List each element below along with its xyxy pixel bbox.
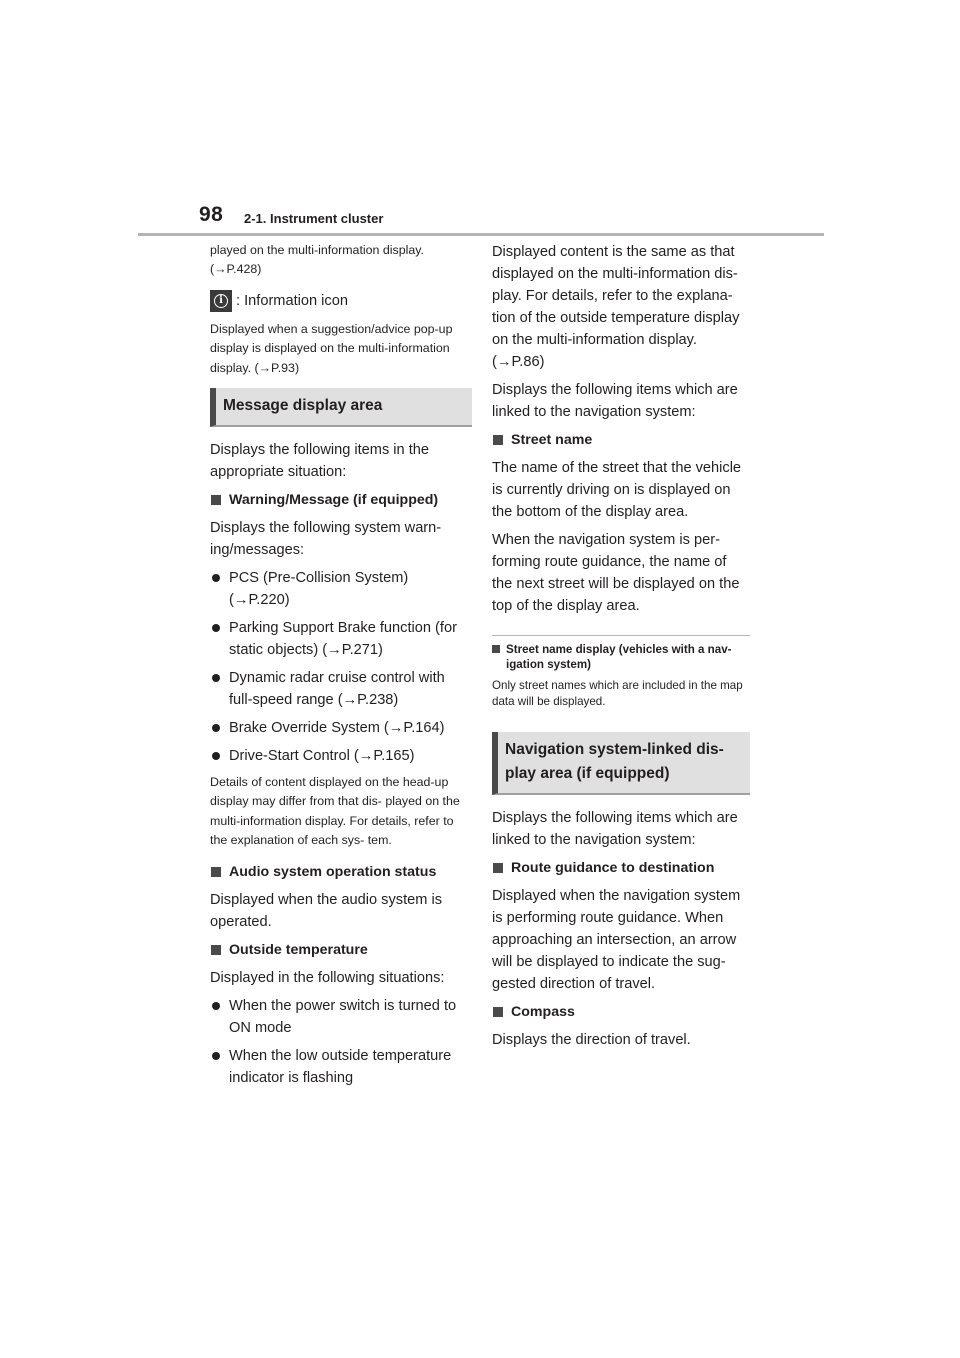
outside-temp-detail: Displayed content is the same as that displayed on the multi-information dis- play. For details, refer to the explana- tion of the outside temperature display on the multi-information display. (→P.86) [492, 244, 740, 370]
message-display-heading: Message display area [210, 388, 472, 427]
nav-items-intro: Displays the following items which are linked to the navigation system: [492, 382, 738, 420]
street-name-text-1: The name of the street that the vehicle is currently driving on is displayed on the bottom of the display area. [492, 460, 742, 520]
page-header [0, 0, 960, 240]
street-name-heading: Street name [492, 429, 750, 451]
outside-item-flashing: When the low outside temperature indicator is flashing [210, 1045, 472, 1089]
warning-item-brake-override: Brake Override System (→P.164) [210, 717, 472, 739]
street-name-note [492, 635, 750, 710]
street-name-text-2: When the navigation system is per- forming route guidance, the name of the next street will be displayed on the top of the display area. [492, 532, 740, 614]
information-icon: i [210, 290, 232, 312]
audio-heading: Audio system operation status [210, 861, 472, 883]
message-intro: Displays the following items in the appropriate situation: [210, 442, 430, 481]
left-column [210, 241, 472, 1095]
warning-intro: Displays the following system warn- ing/messages: [210, 520, 442, 559]
right-column [492, 241, 750, 1057]
warning-item-drive-start: Drive-Start Control (→P.165) [210, 745, 472, 767]
info-icon-label: : Information icon [236, 292, 348, 309]
route-guidance-text: Displayed when the navigation system is performing route guidance. When approaching an intersection, an arrow will be displayed to indicate the sug- gested direction of travel. [492, 888, 741, 992]
info-icon-row [210, 290, 472, 312]
nav-linked-heading: Navigation system-linked dis- play area (if equipped) [492, 732, 750, 795]
street-note-text: Only street names which are included in the map data will be displayed. [492, 679, 743, 708]
warning-item-parking: Parking Support Brake function (for static objects) (→P.271) [210, 617, 472, 661]
outside-item-power: When the power switch is turned to ON mode [210, 995, 472, 1039]
compass-text: Displays the direction of travel. [492, 1032, 691, 1048]
warning-note: Details of content displayed on the head-up display may differ from that dis- played on the multi-information display. For details, refer to the explanation of each sys- tem. [210, 775, 460, 848]
warning-item-pcs: PCS (Pre-Collision System) (→P.220) [210, 567, 472, 611]
outside-temp-intro: Displayed in the following situations: [210, 969, 445, 986]
audio-text: Displayed when the audio system is operated. [210, 891, 442, 930]
nav-intro: Displays the following items which are linked to the navigation system: [492, 810, 738, 848]
info-icon-description: Displayed when a suggestion/advice pop-up display is displayed on the multi-information display. (→P.93) [210, 321, 453, 375]
outside-temp-heading: Outside temperature [210, 939, 472, 961]
intro-text: played on the multi-information display. (→P.428) [210, 243, 424, 277]
street-note-heading: Street name display (vehicles with a nav- igation system) [492, 642, 750, 672]
warning-heading: Warning/Message (if equipped) [210, 489, 472, 511]
warning-item-radar: Dynamic radar cruise control with full-speed range (→P.238) [210, 667, 472, 711]
compass-heading: Compass [492, 1001, 750, 1023]
route-guidance-heading: Route guidance to destination [492, 857, 750, 879]
section-title: 2-1. Instrument cluster [244, 211, 384, 226]
header-divider [138, 233, 824, 236]
page-number: 98 [199, 203, 224, 226]
